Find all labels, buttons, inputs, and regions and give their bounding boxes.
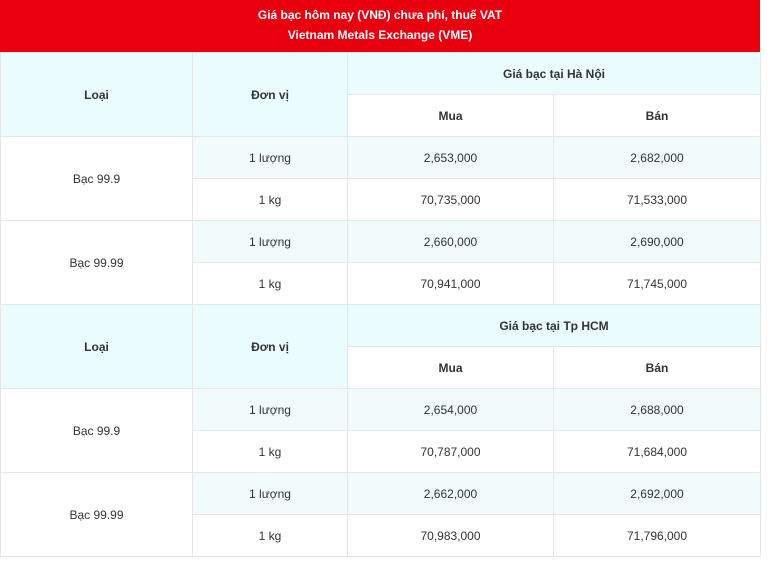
buy-price-cell: 70,941,000 [348, 263, 554, 305]
sell-price-cell: 71,745,000 [554, 263, 761, 305]
column-header-type: Loại [1, 305, 193, 389]
unit-cell: 1 kg [193, 431, 348, 473]
sell-price-cell: 2,692,000 [554, 473, 761, 515]
unit-cell: 1 kg [193, 515, 348, 557]
unit-cell: 1 lượng [193, 389, 348, 431]
silver-price-table [0, 52, 761, 557]
unit-cell: 1 kg [193, 263, 348, 305]
table-title-banner [0, 0, 760, 52]
silver-type-cell: Bạc 99.99 [1, 221, 193, 305]
buy-price-cell: 2,654,000 [348, 389, 554, 431]
silver-type-cell: Bạc 99.9 [1, 389, 193, 473]
buy-price-cell: 70,983,000 [348, 515, 554, 557]
column-header-type: Loại [1, 53, 193, 137]
silver-type-cell: Bạc 99.99 [1, 473, 193, 557]
unit-cell: 1 lượng [193, 137, 348, 179]
sell-price-cell: 71,796,000 [554, 515, 761, 557]
table-row [1, 221, 761, 263]
column-header-unit: Đơn vị [193, 305, 348, 389]
table-subtitle: Vietnam Metals Exchange (VME) [287, 28, 473, 42]
unit-cell: 1 lượng [193, 221, 348, 263]
sell-price-cell: 2,690,000 [554, 221, 761, 263]
column-header-unit: Đơn vị [193, 53, 348, 137]
unit-cell: 1 kg [193, 179, 348, 221]
silver-type-cell: Bạc 99.9 [1, 137, 193, 221]
column-header-buy: Mua [348, 95, 554, 137]
region-header-hcm: Giá bạc tại Tp HCM [348, 305, 761, 347]
sell-price-cell: 71,684,000 [554, 431, 761, 473]
column-header-buy: Mua [348, 347, 554, 389]
column-header-sell: Bán [554, 95, 761, 137]
section-header-row [1, 305, 761, 347]
buy-price-cell: 2,660,000 [348, 221, 554, 263]
buy-price-cell: 70,735,000 [348, 179, 554, 221]
buy-price-cell: 2,653,000 [348, 137, 554, 179]
sell-price-cell: 2,682,000 [554, 137, 761, 179]
buy-price-cell: 70,787,000 [348, 431, 554, 473]
sell-price-cell: 71,533,000 [554, 179, 761, 221]
region-header-hanoi: Giá bạc tại Hà Nội [348, 53, 761, 95]
table-row [1, 389, 761, 431]
unit-cell: 1 lượng [193, 473, 348, 515]
sell-price-cell: 2,688,000 [554, 389, 761, 431]
buy-price-cell: 2,662,000 [348, 473, 554, 515]
column-header-sell: Bán [554, 347, 761, 389]
section-header-row [1, 53, 761, 95]
table-title: Giá bạc hôm nay (VNĐ) chưa phí, thuế VAT [257, 8, 503, 22]
table-row [1, 473, 761, 515]
table-row [1, 137, 761, 179]
